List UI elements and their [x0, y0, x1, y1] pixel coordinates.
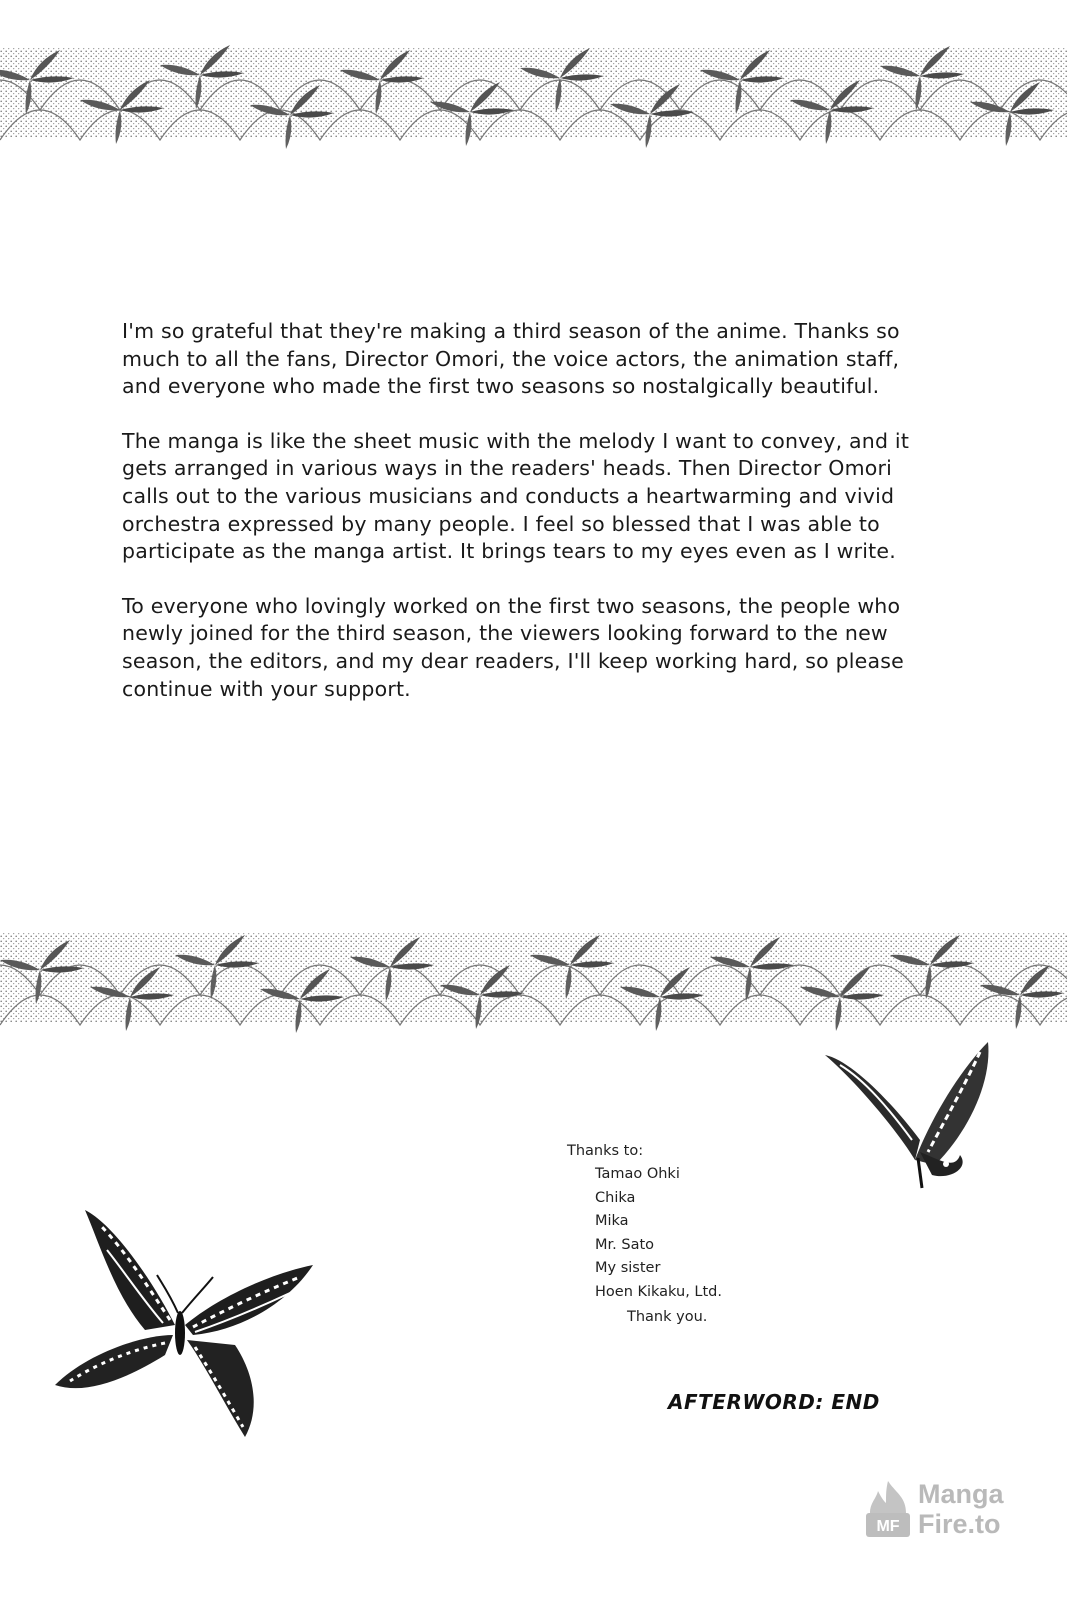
watermark-line-1: Manga	[918, 1479, 1004, 1509]
thanks-names	[567, 1163, 807, 1305]
svg-text:MF: MF	[876, 1518, 900, 1535]
watermark-text	[918, 1479, 1004, 1539]
mangafire-watermark-logo	[862, 1475, 1032, 1545]
afterword-message	[122, 318, 922, 730]
thanks-sign-off: Thank you.	[627, 1308, 708, 1325]
swallowtail-butterfly-icon	[820, 1040, 1000, 1190]
thanks-name: My sister	[595, 1260, 661, 1277]
thanks-name: Mr. Sato	[595, 1236, 655, 1253]
thanks-name: Chika	[595, 1189, 636, 1206]
paragraph-support: To everyone who lovingly worked on the first two seasons, the people who newly joined for the third season, the viewers looking forward to the new season, the editors, and my dear readers, I'll keep working hard, so please continue with your support.	[122, 593, 904, 701]
afterword-end-label: AFTERWORD: END	[668, 1390, 880, 1414]
thanks-heading: Thanks to:	[567, 1143, 644, 1159]
paragraph-gratitude: I'm so grateful that they're making a third season of the anime. Thanks so much to all the fans, Director Omori, the voice actors, the animation staff, and everyone who made the first two seasons so nostalgically beautiful.	[122, 319, 900, 399]
swallowtail-butterfly-icon	[45, 1205, 325, 1445]
flame-logo-icon	[862, 1479, 914, 1541]
thanks-list-block	[567, 1140, 807, 1329]
paragraph-sheet-music: The manga is like the sheet music with the melody I want to convey, and it gets arranged in various ways in the readers' heads. Then Director Omori calls out to the various musicians and conducts a heartwarming and vivid orchestra expressed by many people. I feel so blessed that I was able to participate as the manga artist. It brings tears to my eyes even as I write.	[122, 428, 910, 564]
bamboo-leaf-border-top	[0, 40, 1067, 155]
thanks-name: Mika	[595, 1213, 629, 1230]
thanks-name: Hoen Kikaku, Ltd.	[595, 1283, 722, 1300]
bamboo-leaf-border-bottom	[0, 925, 1067, 1040]
thanks-name: Tamao Ohki	[595, 1166, 680, 1182]
watermark-line-2: Fire.to	[918, 1509, 1001, 1539]
